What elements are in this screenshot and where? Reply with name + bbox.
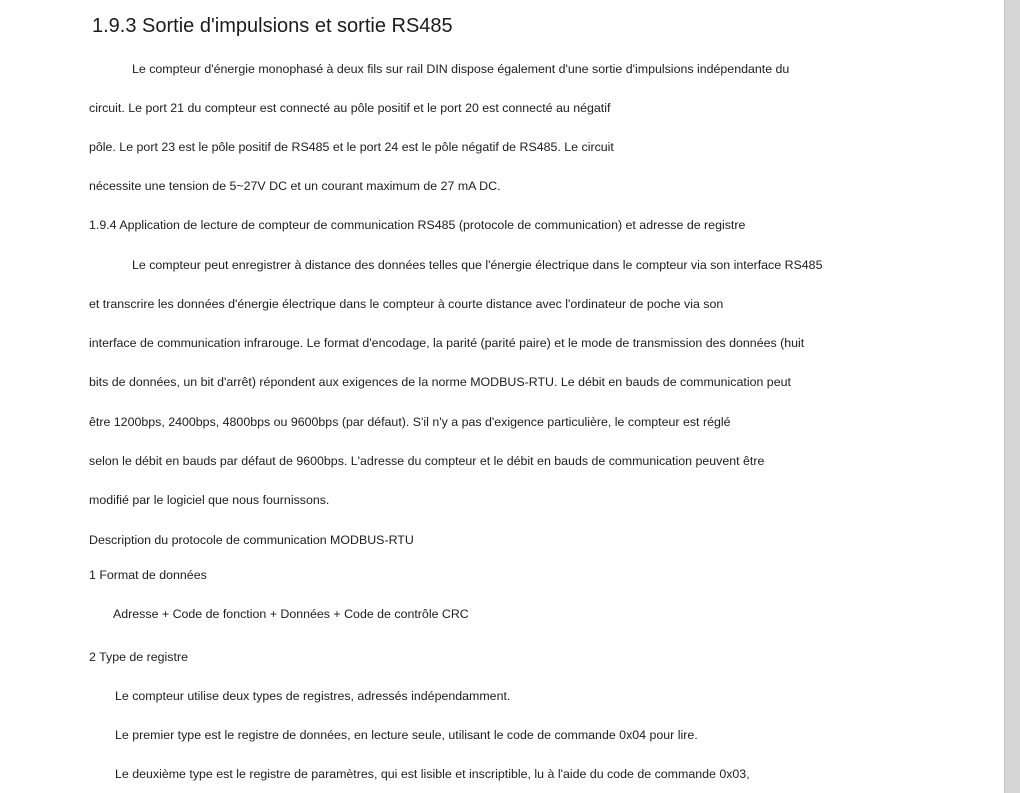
paragraph-2-line-1: Le compteur peut enregistrer à distance des données telles que l'énergie électrique dans le compteur via son interface RS485	[132, 258, 823, 272]
data-format-formula: Adresse + Code de fonction + Données + Code de contrôle CRC	[113, 607, 469, 621]
paragraph-2-line-5: être 1200bps, 2400bps, 4800bps ou 9600bps (par défaut). S'il n'y a pas d'exigence particulière, le compteur est réglé	[89, 415, 731, 429]
register-type-line-2: Le premier type est le registre de données, en lecture seule, utilisant le code de commande 0x04 pour lire.	[115, 728, 698, 742]
data-format-heading: 1 Format de données	[89, 568, 207, 582]
paragraph-2-line-2: et transcrire les données d'énergie électrique dans le compteur à courte distance avec l'ordinateur de poche via son	[89, 297, 724, 311]
paragraph-1-line-3: pôle. Le port 23 est le pôle positif de RS485 et le port 24 est le pôle négatif de RS485. Le circuit	[89, 140, 614, 154]
paragraph-2-line-7: modifié par le logiciel que nous fournissons.	[89, 493, 330, 507]
section-title: 1.9.3 Sortie d'impulsions et sortie RS485	[92, 15, 453, 37]
protocol-description: Description du protocole de communication MODBUS-RTU	[89, 533, 414, 547]
paragraph-2-line-4: bits de données, un bit d'arrêt) répondent aux exigences de la norme MODBUS-RTU. Le débit en bauds de communication peut	[89, 375, 791, 389]
register-type-line-1: Le compteur utilise deux types de registres, adressés indépendamment.	[115, 689, 511, 703]
subsection-title: 1.9.4 Application de lecture de compteur de communication RS485 (protocole de communication) et adresse de registre	[89, 218, 746, 232]
paragraph-2-line-6: selon le débit en bauds par défaut de 9600bps. L'adresse du compteur et le débit en bauds de communication peuvent être	[89, 454, 765, 468]
paragraph-1-line-2: circuit. Le port 21 du compteur est connecté au pôle positif et le port 20 est connecté au négatif	[89, 101, 611, 115]
paragraph-1-line-4: nécessite une tension de 5~27V DC et un courant maximum de 27 mA DC.	[89, 179, 501, 193]
register-type-heading: 2 Type de registre	[89, 650, 188, 664]
paragraph-1-line-1: Le compteur d'énergie monophasé à deux fils sur rail DIN dispose également d'une sortie d'impulsions indépendante du	[132, 62, 790, 76]
register-type-line-3: Le deuxième type est le registre de paramètres, qui est lisible et inscriptible, lu à l'aide du code de commande 0x03,	[115, 767, 750, 781]
page-edge-scrollbar[interactable]	[1005, 0, 1020, 793]
paragraph-2-line-3: interface de communication infrarouge. Le format d'encodage, la parité (parité paire) et le mode de transmission des données (huit	[89, 336, 805, 350]
